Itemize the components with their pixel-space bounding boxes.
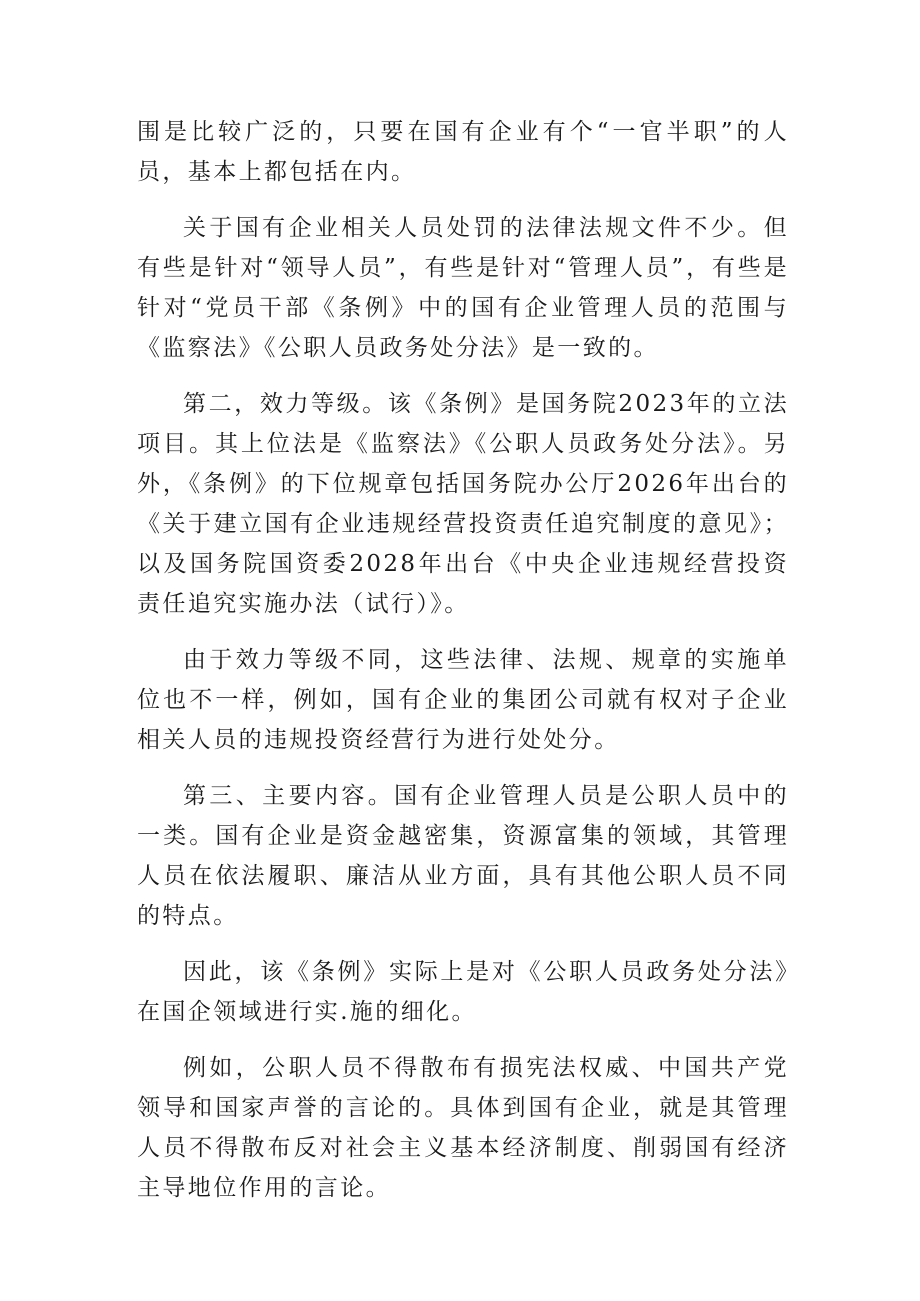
paragraph-1: 围是比较广泛的，只要在国有企业有个“一官半职”的人员，基本上都包括在内。 (137, 119, 789, 185)
paragraph-6: 因此，该《条例》实际上是对《公职人员政务处分法》在国企领域进行实.施的细化。 (137, 959, 789, 1025)
document-body (137, 112, 789, 1224)
paragraph-5: 第三、主要内容。国有企业管理人员是公职人员中的一类。国有企业是资金越密集，资源富集的领域，其管理人员在依法履职、廉洁从业方面，具有其他公职人员不同的特点。 (137, 783, 789, 929)
paragraph-4: 由于效力等级不同，这些法律、法规、规章的实施单位也不一样，例如，国有企业的集团公司就有权对子企业相关人员的违规投资经营行为进行处处分。 (137, 647, 789, 753)
paragraph-3: 第二，效力等级。该《条例》是国务院2023年的立法项目。其上位法是《监察法》《公职人员政务处分法》。另外，《条例》的下位规章包括国务院办公厅2026年出台的《关于建立国有企业违规经营投资责任追究制度的意见》；以及国务院国资委2028年出台《中央企业违规经营投资责任追究实施办法（试行）》。 (137, 391, 789, 617)
paragraph-2: 关于国有企业相关人员处罚的法律法规文件不少。但有些是针对“领导人员”，有些是针对“管理人员”，有些是针对“党员干部《条例》中的国有企业管理人员的范围与《监察法》《公职人员政务处分法》是一致的。 (137, 215, 789, 361)
paragraph-7: 例如，公职人员不得散布有损宪法权威、中国共产党领导和国家声誉的言论的。具体到国有企业，就是其管理人员不得散布反对社会主义基本经济制度、削弱国有经济主导地位作用的言论。 (137, 1055, 789, 1201)
